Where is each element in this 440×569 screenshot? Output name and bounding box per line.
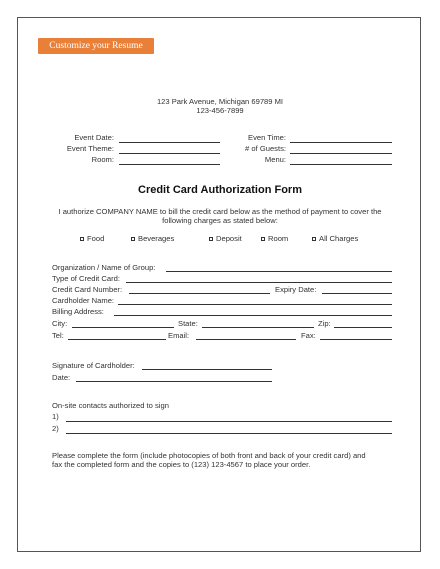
signature-label: Signature of Cardholder: (52, 361, 135, 370)
intro-line-2: following charges as stated below: (162, 216, 278, 225)
beverages-checkbox[interactable] (131, 237, 135, 241)
beverages-label: Beverages (138, 234, 175, 243)
room-label: Room: (91, 155, 114, 164)
cardholder-field[interactable] (118, 304, 392, 305)
room-charge-label: Room (268, 234, 289, 243)
event-time-field[interactable] (290, 142, 392, 143)
signature-field[interactable] (142, 369, 272, 370)
deposit-label: Deposit (216, 234, 242, 243)
room-checkbox[interactable] (261, 237, 265, 241)
organization-label: Organization / Name of Group: (52, 263, 156, 272)
food-label: Food (87, 234, 105, 243)
event-date-label: Event Date: (74, 133, 114, 142)
tel-field[interactable] (68, 339, 166, 340)
intro-line-1: I authorize COMPANY NAME to bill the credit card below as the method of payment to cover the (58, 207, 382, 216)
guests-field[interactable] (290, 153, 392, 154)
contact-2-label: 2) (52, 424, 59, 433)
card-number-label: Credit Card Number: (52, 285, 123, 294)
expiry-field[interactable] (322, 293, 392, 294)
card-type-label: Type of Credit Card: (52, 274, 120, 283)
fax-field[interactable] (320, 339, 392, 340)
fax-label: Fax: (301, 331, 316, 340)
event-time-label: Even Time: (248, 133, 286, 142)
form-title: Credit Card Authorization Form (138, 184, 302, 196)
cardholder-label: Cardholder Name: (52, 296, 115, 305)
phone-line: 123-456-7899 (196, 106, 244, 115)
state-label: State: (178, 319, 198, 328)
signature-date-field[interactable] (76, 381, 272, 382)
event-date-field[interactable] (119, 142, 220, 143)
address-line: 123 Park Avenue, Michigan 69789 MI (156, 97, 284, 106)
email-label: Email: (168, 331, 190, 340)
card-number-field[interactable] (129, 293, 270, 294)
guests-label: # of Guests: (245, 144, 286, 153)
customize-resume-button[interactable]: Customize your Resume (38, 38, 154, 54)
footer-line-2: fax the completed form and the copies to (123) 123-4567 to place your order. (52, 460, 311, 469)
food-checkbox[interactable] (80, 237, 84, 241)
card-type-field[interactable] (126, 282, 392, 283)
signature-date-label: Date: (52, 373, 71, 382)
footer-line-1: Please complete the form (include photocopies of both front and back of your credit card) and (52, 451, 366, 460)
contacts-heading: On-site contacts authorized to sign (52, 401, 169, 410)
city-label: City: (52, 319, 68, 328)
billing-field[interactable] (114, 315, 392, 316)
zip-label: Zip: (318, 319, 331, 328)
contact-2-field[interactable] (66, 433, 392, 434)
deposit-checkbox[interactable] (209, 237, 213, 241)
organization-field[interactable] (166, 271, 392, 272)
all-charges-checkbox[interactable] (312, 237, 316, 241)
state-field[interactable] (202, 327, 314, 328)
all-charges-label: All Charges (319, 234, 359, 243)
zip-field[interactable] (334, 327, 392, 328)
email-field[interactable] (196, 339, 296, 340)
contact-1-field[interactable] (66, 421, 392, 422)
contact-1-label: 1) (52, 412, 59, 421)
tel-label: Tel: (52, 331, 64, 340)
menu-label: Menu: (264, 155, 286, 164)
room-field[interactable] (119, 164, 220, 165)
menu-field[interactable] (290, 164, 392, 165)
billing-label: Billing Address: (52, 307, 104, 316)
event-theme-field[interactable] (119, 153, 220, 154)
city-field[interactable] (72, 327, 174, 328)
event-theme-label: Event Theme: (66, 144, 114, 153)
expiry-label: Expiry Date: (275, 285, 317, 294)
